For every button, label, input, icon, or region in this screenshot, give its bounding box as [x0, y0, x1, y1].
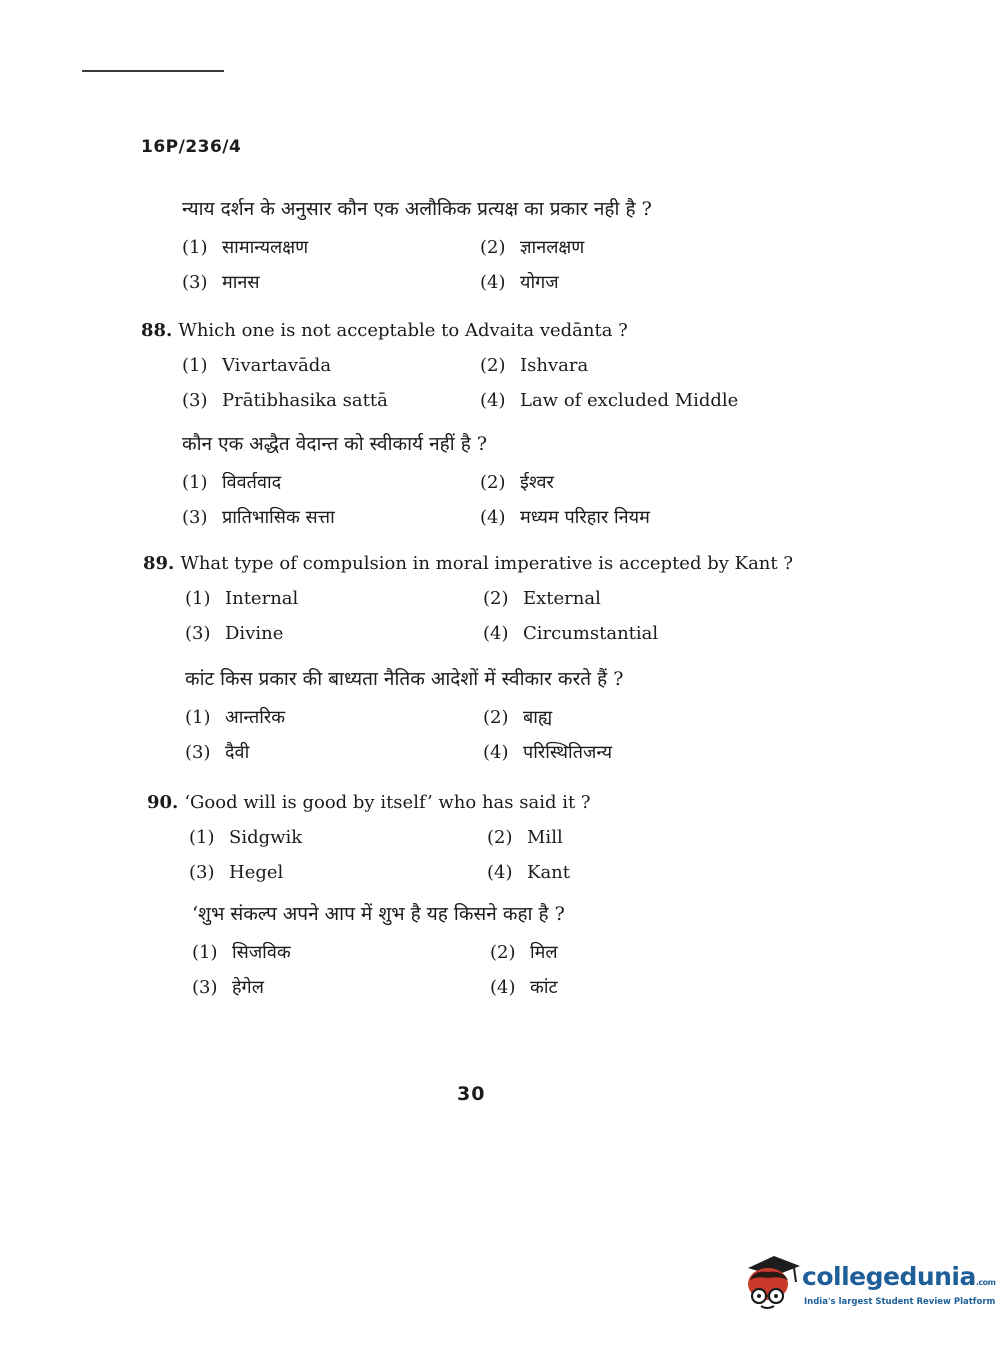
q88-hindi	[182, 430, 650, 540]
q88-hindi-question: कौन एक अद्धैत वेदान्त को स्वीकार्य नहीं है ?	[182, 433, 488, 455]
q90-hindi-question: ‘शुभ संकल्प अपने आप में शुभ है यह किसने कहा है ?	[192, 903, 565, 925]
q87-hindi-option-4: (4) योगज	[480, 272, 559, 293]
q89-hindi-option-1: (1) आन्तरिक	[185, 707, 286, 728]
paper-code: 16P/236/4	[141, 137, 242, 157]
page-number: 30	[457, 1083, 486, 1105]
q89-option-2: (2) External	[483, 588, 601, 609]
q89-option-4: (4) Circumstantial	[483, 623, 659, 644]
q90-hindi-option-2: (2) मिल	[490, 942, 558, 963]
q88-hindi-option-2: (2) ईश्वर	[480, 472, 554, 493]
q88-option-4: (4) Law of excluded Middle	[480, 390, 739, 411]
q88-question: 88. Which one is not acceptable to Advaita vedānta ?	[141, 320, 628, 341]
q89-option-1: (1) Internal	[185, 588, 299, 609]
scan-artifact-line	[82, 70, 224, 72]
q90-hindi-option-3: (3) हेगेल	[192, 977, 264, 998]
q89-hindi-options	[185, 705, 623, 775]
q88-hindi-option-3: (3) प्रातिभासिक सत्ता	[182, 507, 335, 528]
q88-option-3: (3) Prātibhasika sattā	[182, 390, 388, 411]
q89-hindi-option-4: (4) परिस्थितिजन्य	[483, 742, 613, 763]
logo-wordmark: collegedunia.com	[802, 1262, 996, 1291]
q88-hindi-option-4: (4) मध्यम परिहार नियम	[480, 507, 650, 528]
logo-tagline: India's largest Student Review Platform	[804, 1297, 996, 1307]
collegedunia-logo	[744, 1250, 996, 1320]
q90-option-1: (1) Sidgwik	[189, 827, 303, 848]
q90-hindi-options	[192, 940, 565, 1010]
mascot-icon	[744, 1250, 802, 1312]
q88-option-2: (2) Ishvara	[480, 355, 589, 376]
q90-hindi-option-1: (1) सिजविक	[192, 942, 291, 963]
q90-option-3: (3) Hegel	[189, 862, 284, 883]
q87-hindi-question: न्याय दर्शन के अनुसार कौन एक अलौकिक प्रत्यक्ष का प्रकार नही है ?	[182, 198, 652, 220]
q87-hindi-option-3: (3) मानस	[182, 272, 260, 293]
q89-option-3: (3) Divine	[185, 623, 284, 644]
q88-option-1: (1) Vivartavāda	[182, 355, 332, 376]
q88-options	[182, 355, 739, 425]
q87-hindi-options	[182, 235, 652, 305]
q90-option-2: (2) Mill	[487, 827, 563, 848]
q87-hindi-option-2: (2) ज्ञानलक्षण	[480, 237, 585, 258]
q90-options	[189, 827, 591, 897]
q89-options	[185, 588, 793, 658]
q87-hindi	[182, 195, 652, 305]
q89-english	[143, 553, 793, 658]
q89-hindi	[185, 665, 623, 775]
q88-hindi-options	[182, 470, 650, 540]
q88-hindi-option-1: (1) विवर्तवाद	[182, 472, 282, 493]
q90-hindi	[192, 900, 565, 1010]
q89-hindi-option-3: (3) दैवी	[185, 742, 250, 763]
q88-english	[141, 320, 739, 425]
q89-hindi-option-2: (2) बाह्य	[483, 707, 553, 728]
q87-hindi-option-1: (1) सामान्यलक्षण	[182, 237, 309, 258]
q90-option-4: (4) Kant	[487, 862, 571, 883]
q90-english	[147, 792, 591, 897]
q89-hindi-question: कांट किस प्रकार की बाध्यता नैतिक आदेशों में स्वीकार करते हैं ?	[185, 668, 624, 690]
q89-question: 89. What type of compulsion in moral imperative is accepted by Kant ?	[143, 553, 793, 574]
q90-hindi-option-4: (4) कांट	[490, 977, 558, 998]
q90-question: 90. ‘Good will is good by itself’ who has said it ?	[147, 792, 591, 813]
